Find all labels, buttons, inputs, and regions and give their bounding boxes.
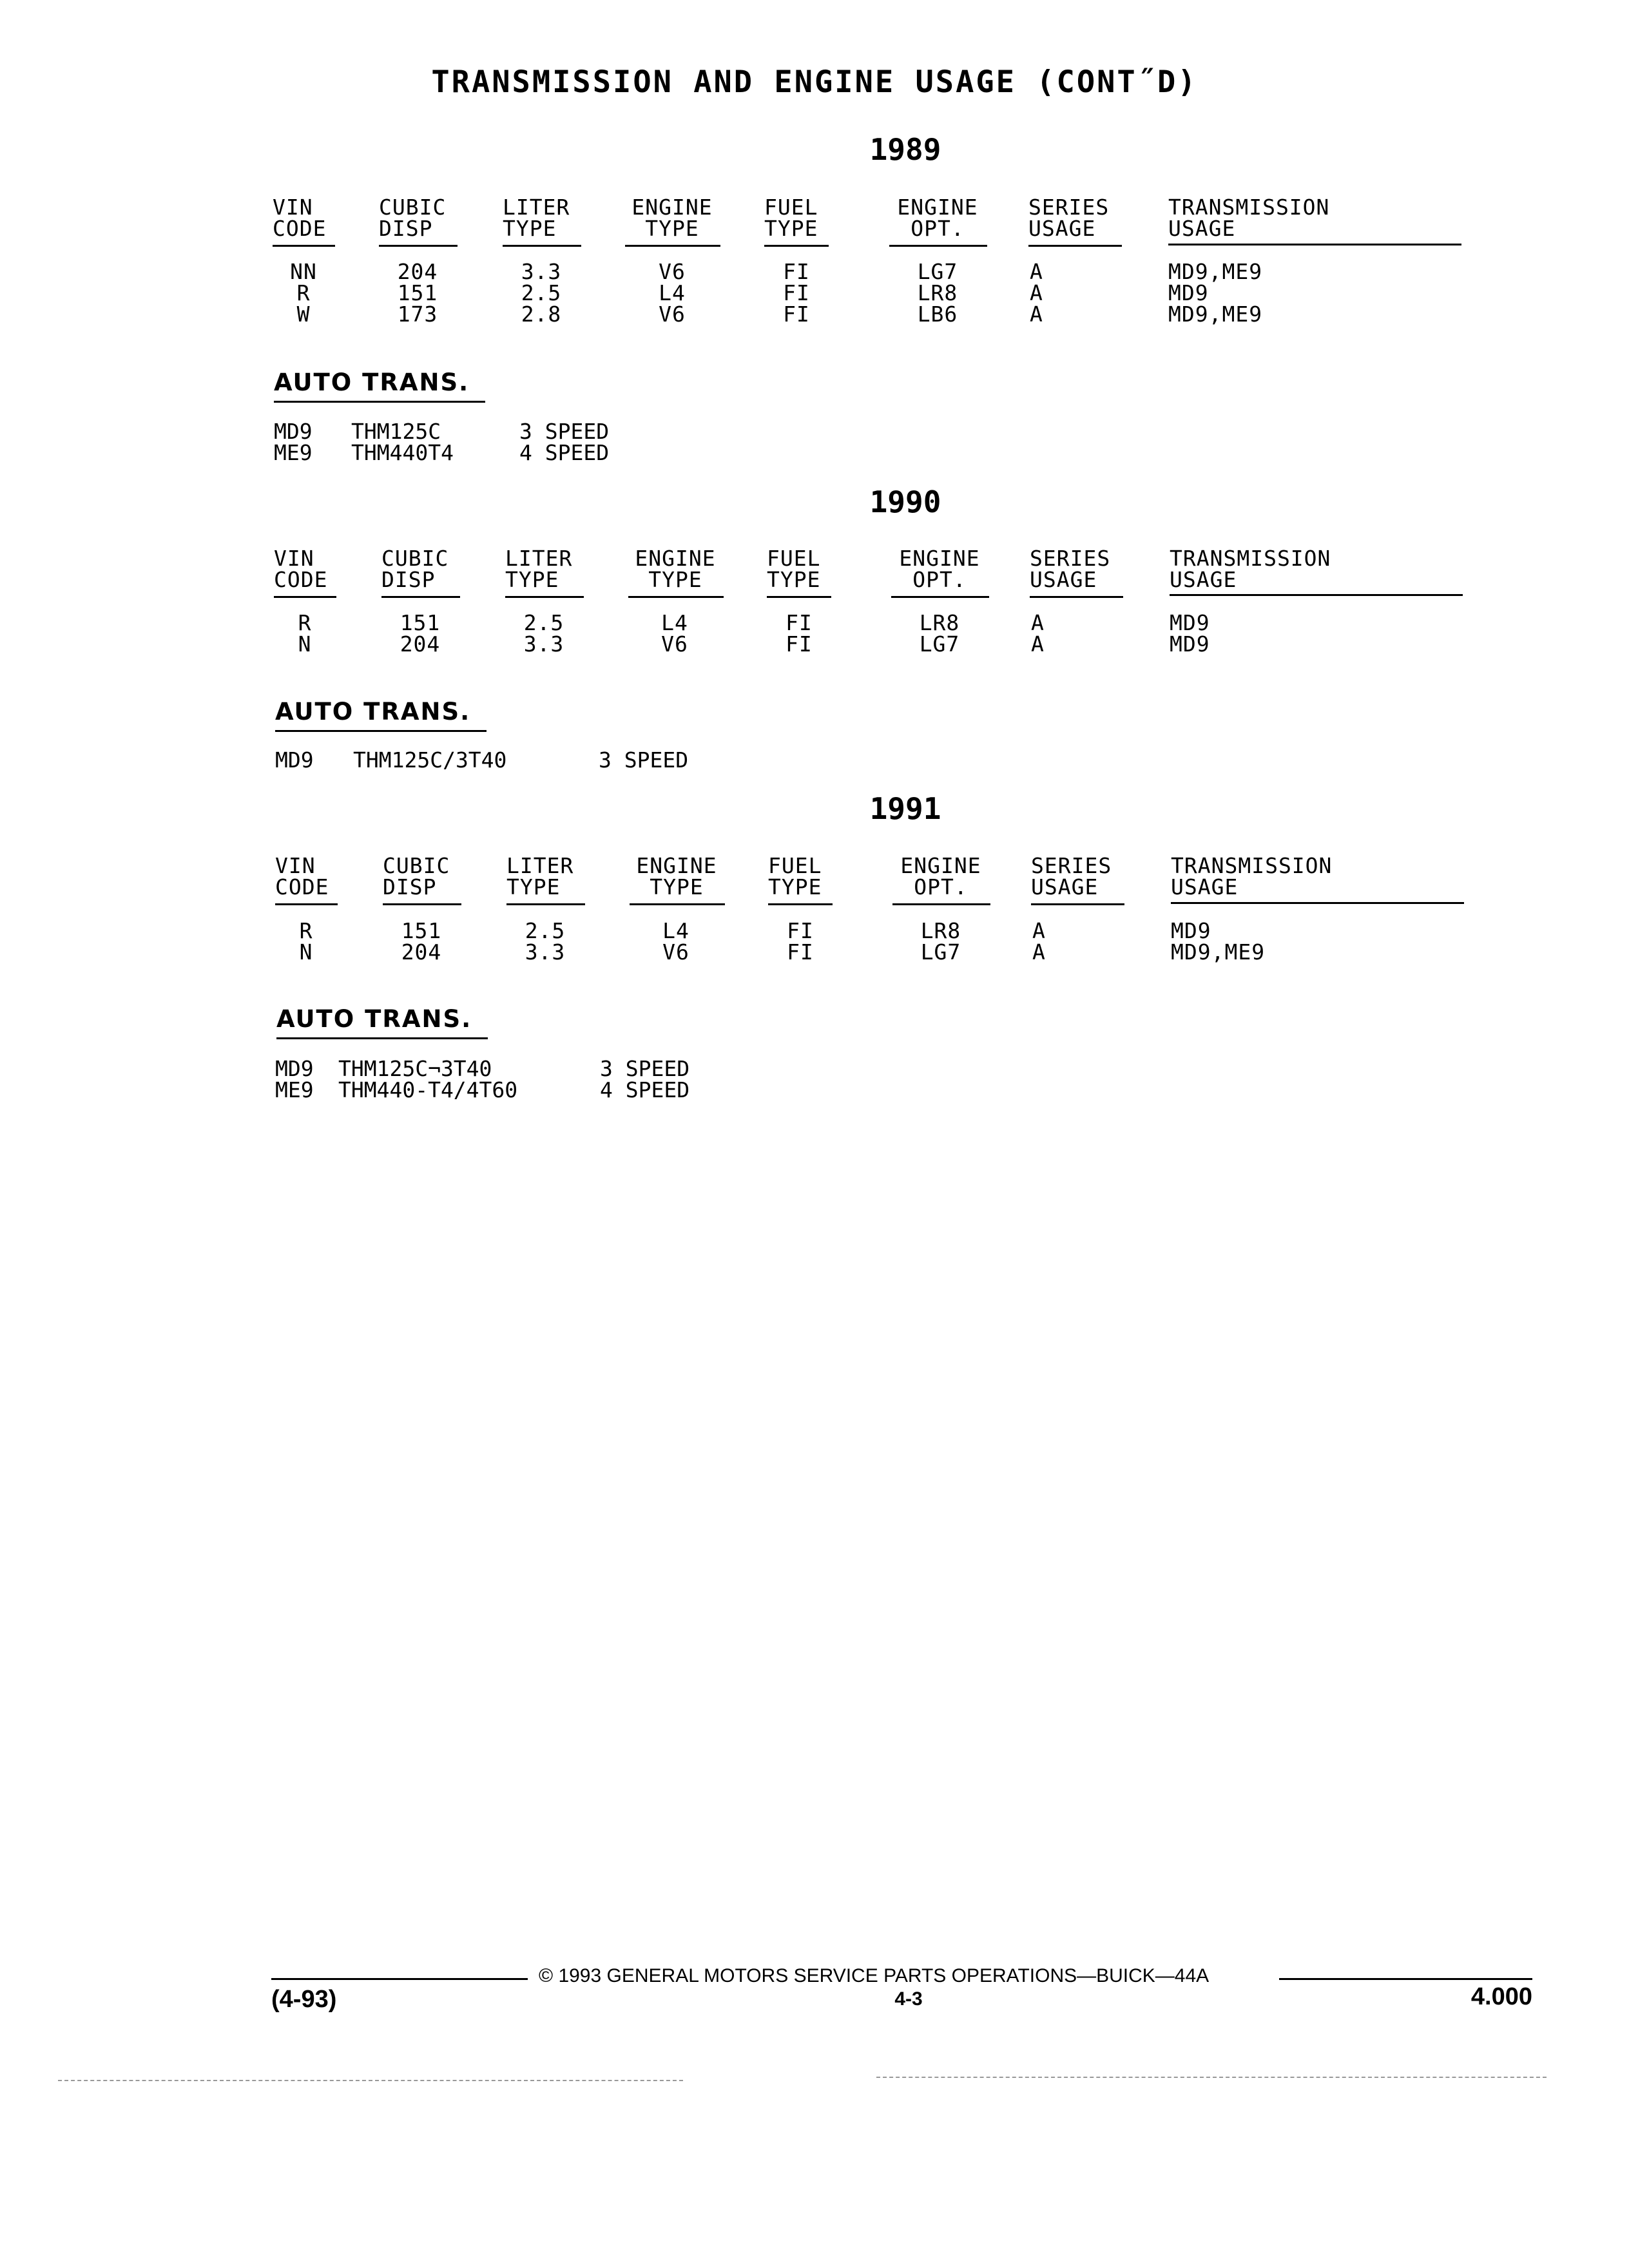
table-cell: 3.3: [525, 939, 566, 965]
table-cell: MD9: [1170, 631, 1210, 657]
header-series-usage: SERIES USAGE: [1028, 195, 1110, 241]
header-underline: [1168, 244, 1461, 245]
header-liter-type: LITER TYPE: [506, 853, 574, 899]
table-cell: 151: [401, 918, 442, 943]
header-vin-code: VIN CODE: [273, 195, 327, 241]
table-cell: W: [296, 302, 311, 327]
table-cell: 204: [400, 631, 441, 657]
header-cubic-disp: CUBIC DISP: [379, 195, 447, 241]
revision-date: (4-93): [271, 1986, 337, 2013]
table-cell: L4: [661, 610, 688, 635]
table-cell: MD9: [1170, 610, 1210, 635]
header-underline: [1170, 594, 1463, 596]
header-underline: [274, 596, 336, 598]
header-underline: [1028, 245, 1122, 247]
list-item: ME9: [274, 440, 313, 465]
list-item: 4 SPEED: [519, 440, 610, 465]
table-cell: 173: [397, 302, 438, 327]
list-item: 3 SPEED: [599, 747, 689, 773]
header-underline: [768, 903, 833, 905]
table-cell: N: [298, 631, 312, 657]
year-heading-1991: 1991: [869, 791, 941, 826]
table-cell: R: [296, 280, 311, 305]
list-item: MD9: [275, 747, 314, 773]
list-item: MD9: [274, 419, 313, 444]
table-cell: FI: [787, 918, 814, 943]
table-cell: 204: [397, 259, 438, 284]
header-underline: [379, 245, 458, 247]
table-cell: R: [299, 918, 313, 943]
auto-trans-underline: [276, 1037, 488, 1039]
table-cell: 2.5: [525, 918, 566, 943]
header-engine-opt: ENGINE OPT.: [897, 195, 978, 241]
header-underline: [628, 596, 724, 598]
header-underline: [381, 596, 460, 598]
page-number: 4-3: [894, 1988, 923, 2010]
header-underline: [625, 245, 720, 247]
copyright-notice: © 1993 GENERAL MOTORS SERVICE PARTS OPERATIONS—BUICK—44A: [539, 1965, 1210, 1986]
header-vin-code: VIN CODE: [274, 546, 328, 592]
header-underline: [1171, 902, 1464, 904]
header-engine-type: ENGINE TYPE: [636, 853, 717, 899]
page-title: TRANSMISSION AND ENGINE USAGE (CONT˝D): [431, 64, 1198, 100]
footer-rule-right: [1279, 1978, 1532, 1980]
table-cell: A: [1031, 610, 1045, 635]
header-underline: [767, 596, 831, 598]
header-liter-type: LITER TYPE: [503, 195, 570, 241]
table-cell: NN: [290, 259, 317, 284]
table-cell: R: [298, 610, 312, 635]
list-item: THM125C/3T40: [353, 747, 507, 773]
table-cell: FI: [786, 610, 813, 635]
table-cell: MD9,ME9: [1168, 259, 1263, 284]
header-underline: [506, 903, 585, 905]
scan-artifact-line: [58, 2080, 683, 2081]
header-series-usage: SERIES USAGE: [1030, 546, 1111, 592]
header-underline: [505, 596, 584, 598]
header-underline: [383, 903, 461, 905]
header-underline: [275, 903, 338, 905]
table-cell: FI: [783, 280, 810, 305]
table-cell: MD9: [1171, 918, 1211, 943]
table-cell: A: [1031, 631, 1045, 657]
header-engine-type: ENGINE TYPE: [631, 195, 713, 241]
table-cell: 3.3: [521, 259, 562, 284]
table-cell: MD9,ME9: [1168, 302, 1263, 327]
table-cell: 2.5: [521, 280, 562, 305]
table-cell: LG7: [920, 939, 961, 965]
table-cell: A: [1030, 280, 1043, 305]
header-cubic-disp: CUBIC DISP: [383, 853, 450, 899]
header-series-usage: SERIES USAGE: [1031, 853, 1112, 899]
header-underline: [764, 245, 829, 247]
header-transmission-usage: TRANSMISSION USAGE: [1168, 195, 1330, 241]
header-underline: [1030, 596, 1123, 598]
table-cell: L4: [659, 280, 686, 305]
auto-trans-heading: AUTO TRANS.: [274, 369, 470, 396]
header-vin-code: VIN CODE: [275, 853, 329, 899]
table-cell: V6: [659, 259, 686, 284]
table-cell: 2.8: [521, 302, 562, 327]
table-cell: MD9: [1168, 280, 1209, 305]
header-underline: [889, 245, 987, 247]
list-item: MD9: [275, 1056, 314, 1081]
table-cell: FI: [786, 631, 813, 657]
header-cubic-disp: CUBIC DISP: [381, 546, 449, 592]
year-heading-1990: 1990: [869, 485, 941, 519]
list-item: THM440-T4/4T60: [338, 1077, 518, 1102]
header-engine-type: ENGINE TYPE: [635, 546, 716, 592]
table-cell: 3.3: [523, 631, 564, 657]
footer-rule-left: [271, 1978, 528, 1980]
table-cell: LB6: [917, 302, 958, 327]
section-number: 4.000: [1470, 1983, 1532, 2010]
table-cell: A: [1030, 259, 1043, 284]
header-underline: [1031, 903, 1124, 905]
table-cell: 2.5: [523, 610, 564, 635]
header-fuel-type: FUEL TYPE: [764, 195, 818, 241]
table-cell: A: [1032, 939, 1046, 965]
header-engine-opt: ENGINE OPT.: [899, 546, 980, 592]
table-cell: 204: [401, 939, 442, 965]
table-cell: FI: [787, 939, 814, 965]
table-cell: V6: [661, 631, 688, 657]
list-item: THM125C: [351, 419, 441, 444]
list-item: THM440T4: [351, 440, 454, 465]
table-cell: LR8: [919, 610, 960, 635]
header-transmission-usage: TRANSMISSION USAGE: [1171, 853, 1333, 899]
table-cell: V6: [662, 939, 689, 965]
header-underline: [503, 245, 581, 247]
table-cell: FI: [783, 302, 810, 327]
list-item: THM125C¬3T40: [338, 1056, 492, 1081]
table-cell: L4: [662, 918, 689, 943]
header-engine-opt: ENGINE OPT.: [900, 853, 981, 899]
table-cell: LG7: [917, 259, 958, 284]
list-item: 3 SPEED: [600, 1056, 690, 1081]
table-cell: MD9,ME9: [1171, 939, 1266, 965]
table-cell: V6: [659, 302, 686, 327]
scan-artifact-line: [876, 2077, 1547, 2078]
list-item: 4 SPEED: [600, 1077, 690, 1102]
year-heading-1989: 1989: [869, 132, 941, 167]
auto-trans-heading: AUTO TRANS.: [275, 698, 471, 726]
table-cell: 151: [397, 280, 438, 305]
header-liter-type: LITER TYPE: [505, 546, 573, 592]
list-item: 3 SPEED: [519, 419, 610, 444]
header-transmission-usage: TRANSMISSION USAGE: [1170, 546, 1331, 592]
auto-trans-underline: [274, 401, 485, 403]
table-cell: A: [1030, 302, 1043, 327]
table-cell: FI: [783, 259, 810, 284]
table-cell: N: [299, 939, 313, 965]
list-item: ME9: [275, 1077, 314, 1102]
auto-trans-heading: AUTO TRANS.: [276, 1005, 472, 1033]
header-fuel-type: FUEL TYPE: [768, 853, 822, 899]
table-cell: LR8: [920, 918, 961, 943]
header-underline: [630, 903, 725, 905]
header-underline: [891, 596, 989, 598]
table-cell: LR8: [917, 280, 958, 305]
table-cell: 151: [400, 610, 441, 635]
auto-trans-underline: [275, 730, 487, 732]
header-underline: [892, 903, 990, 905]
table-cell: A: [1032, 918, 1046, 943]
header-fuel-type: FUEL TYPE: [767, 546, 821, 592]
table-cell: LG7: [919, 631, 960, 657]
header-underline: [273, 245, 335, 247]
